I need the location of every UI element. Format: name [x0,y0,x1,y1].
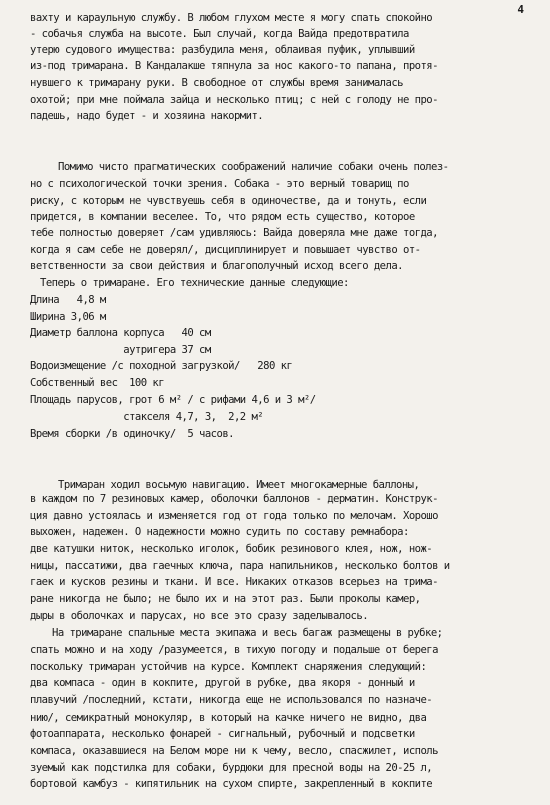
text-line: тебе полностью доверяет /сам удивляюсь: Вайда доверяла мне даже тогда, [30,227,438,239]
text-line: аутригера 37 см [30,344,211,356]
text-line: когда я сам себе не доверял/, дисциплинирует и повышает чувство от- [30,244,421,256]
text-line: риску, с которым не чувствуешь себя в одиночестве, да и тонуть, если [30,195,427,207]
text-line: ветственности за свои действия и благополучный исход всего дела. [30,260,403,272]
text-line: ция давно устоялась и изменяется год от года только по мелочам. Хорошо [30,510,438,522]
text-line: Собственный вес 100 кг [30,377,165,389]
text-line: Ширина 3,06 м [30,311,106,323]
text-line: Длина 4,8 м [30,294,106,306]
text-line: спать можно и на ходу /разумеется, в тихую погоду и подальше от берега [30,644,438,656]
text-line: нувшего к тримарану руки. В свободное от службы время занималась [30,77,403,89]
text-line: утерю судового имущества: разбудила меня, облаивая пуфик, уплывший [30,44,415,56]
text-line: Диаметр баллона корпуса 40 см [30,327,211,339]
text-line: - собачья служба на высоте. Был случай, когда Вайда предотвратила [30,28,409,40]
text-line: два компаса - один в кокпите, другой в рубке, два якоря - донный и [30,677,415,689]
text-line: фотоаппарата, несколько фонарей - сигнальный, рубочный и подсветки [30,728,415,740]
text-line: две катушки ниток, несколько иголок, бобик резинового клея, нож, нож- [30,543,433,555]
text-line: Водоизмещение /с походной загрузкой/ 280 кг [30,360,293,372]
text-line: придется, в компании веселее. То, что рядом есть существо, которое [30,211,415,223]
text-line: стакселя 4,7, 3, 2,2 м² [30,411,264,423]
text-line: ницы, пассатижи, два гаечных ключа, пара напильников, несколько болтов и [30,560,450,572]
text-line: Помимо чисто прагматических соображений наличие собаки очень полез- [58,161,449,173]
text-line: но с психологической точки зрения. Собака - это верный товарищ по [30,178,409,190]
text-line: поскольку тримаран устойчив на курсе. Комплект снаряжения следующий: [30,661,427,673]
text-line: Тримаран ходил восьмую навигацию. Имеет многокамерные баллоны, [58,479,420,491]
text-line: охотой; при мне поймала зайца и несколько птиц; с ней с голоду не про- [30,94,438,106]
text-line: падешь, надо будет - и хозяина накормит. [30,110,264,122]
text-line: Площадь парусов, грот 6 м² / с рифами 4,6 и 3 м²/ [30,394,316,406]
text-line: Теперь о тримаране. Его технические данные следующие: [40,277,349,289]
text-line: бортовой камбуз - кипятильник на сухом спирте, закрепленный в кокпите [30,778,433,790]
text-line: ране никогда не было; не было их и на этот раз. Были проколы камер, [30,593,421,605]
text-line: компаса, оказавшиеся на Белом море ни к чему, весло, спасжилет, исполь [30,745,438,757]
text-line: выхожен, надежен. О надежности можно судить по составу ремнабора: [30,526,409,538]
text-line: из-под тримарана. В Кандалакше тяпнула за нос какого-то папана, протя- [30,60,438,72]
text-line: дыры в оболочках и парусах, но все это сразу заделывалось. [30,610,369,622]
text-line: зуемый как подстилка для собаки, бурдюки для пресной воды на 20-25 л, [30,762,433,774]
text-line: Время сборки /в одиночку/ 5 часов. [30,428,234,440]
text-line: плавучий /последний, кстати, никогда еще не использовался по назначе- [30,694,433,706]
text-line: вахту и караульную службу. В любом глухом месте я могу спать спокойно [30,12,433,24]
text-line: гаек и кусков резины и ткани. И все. Никаких отказов всерьез на трима- [30,576,438,588]
page-number: 4 [517,3,524,16]
text-line: нию/, семикратный монокуляр, в который на качке ничего не видно, два [30,712,427,724]
text-line: На тримаране спальные места экипажа и весь багаж размещены в рубке; [52,627,443,639]
text-line: в каждом по 7 резиновых камер, оболочки баллонов - дерматин. Конструк- [30,493,438,505]
